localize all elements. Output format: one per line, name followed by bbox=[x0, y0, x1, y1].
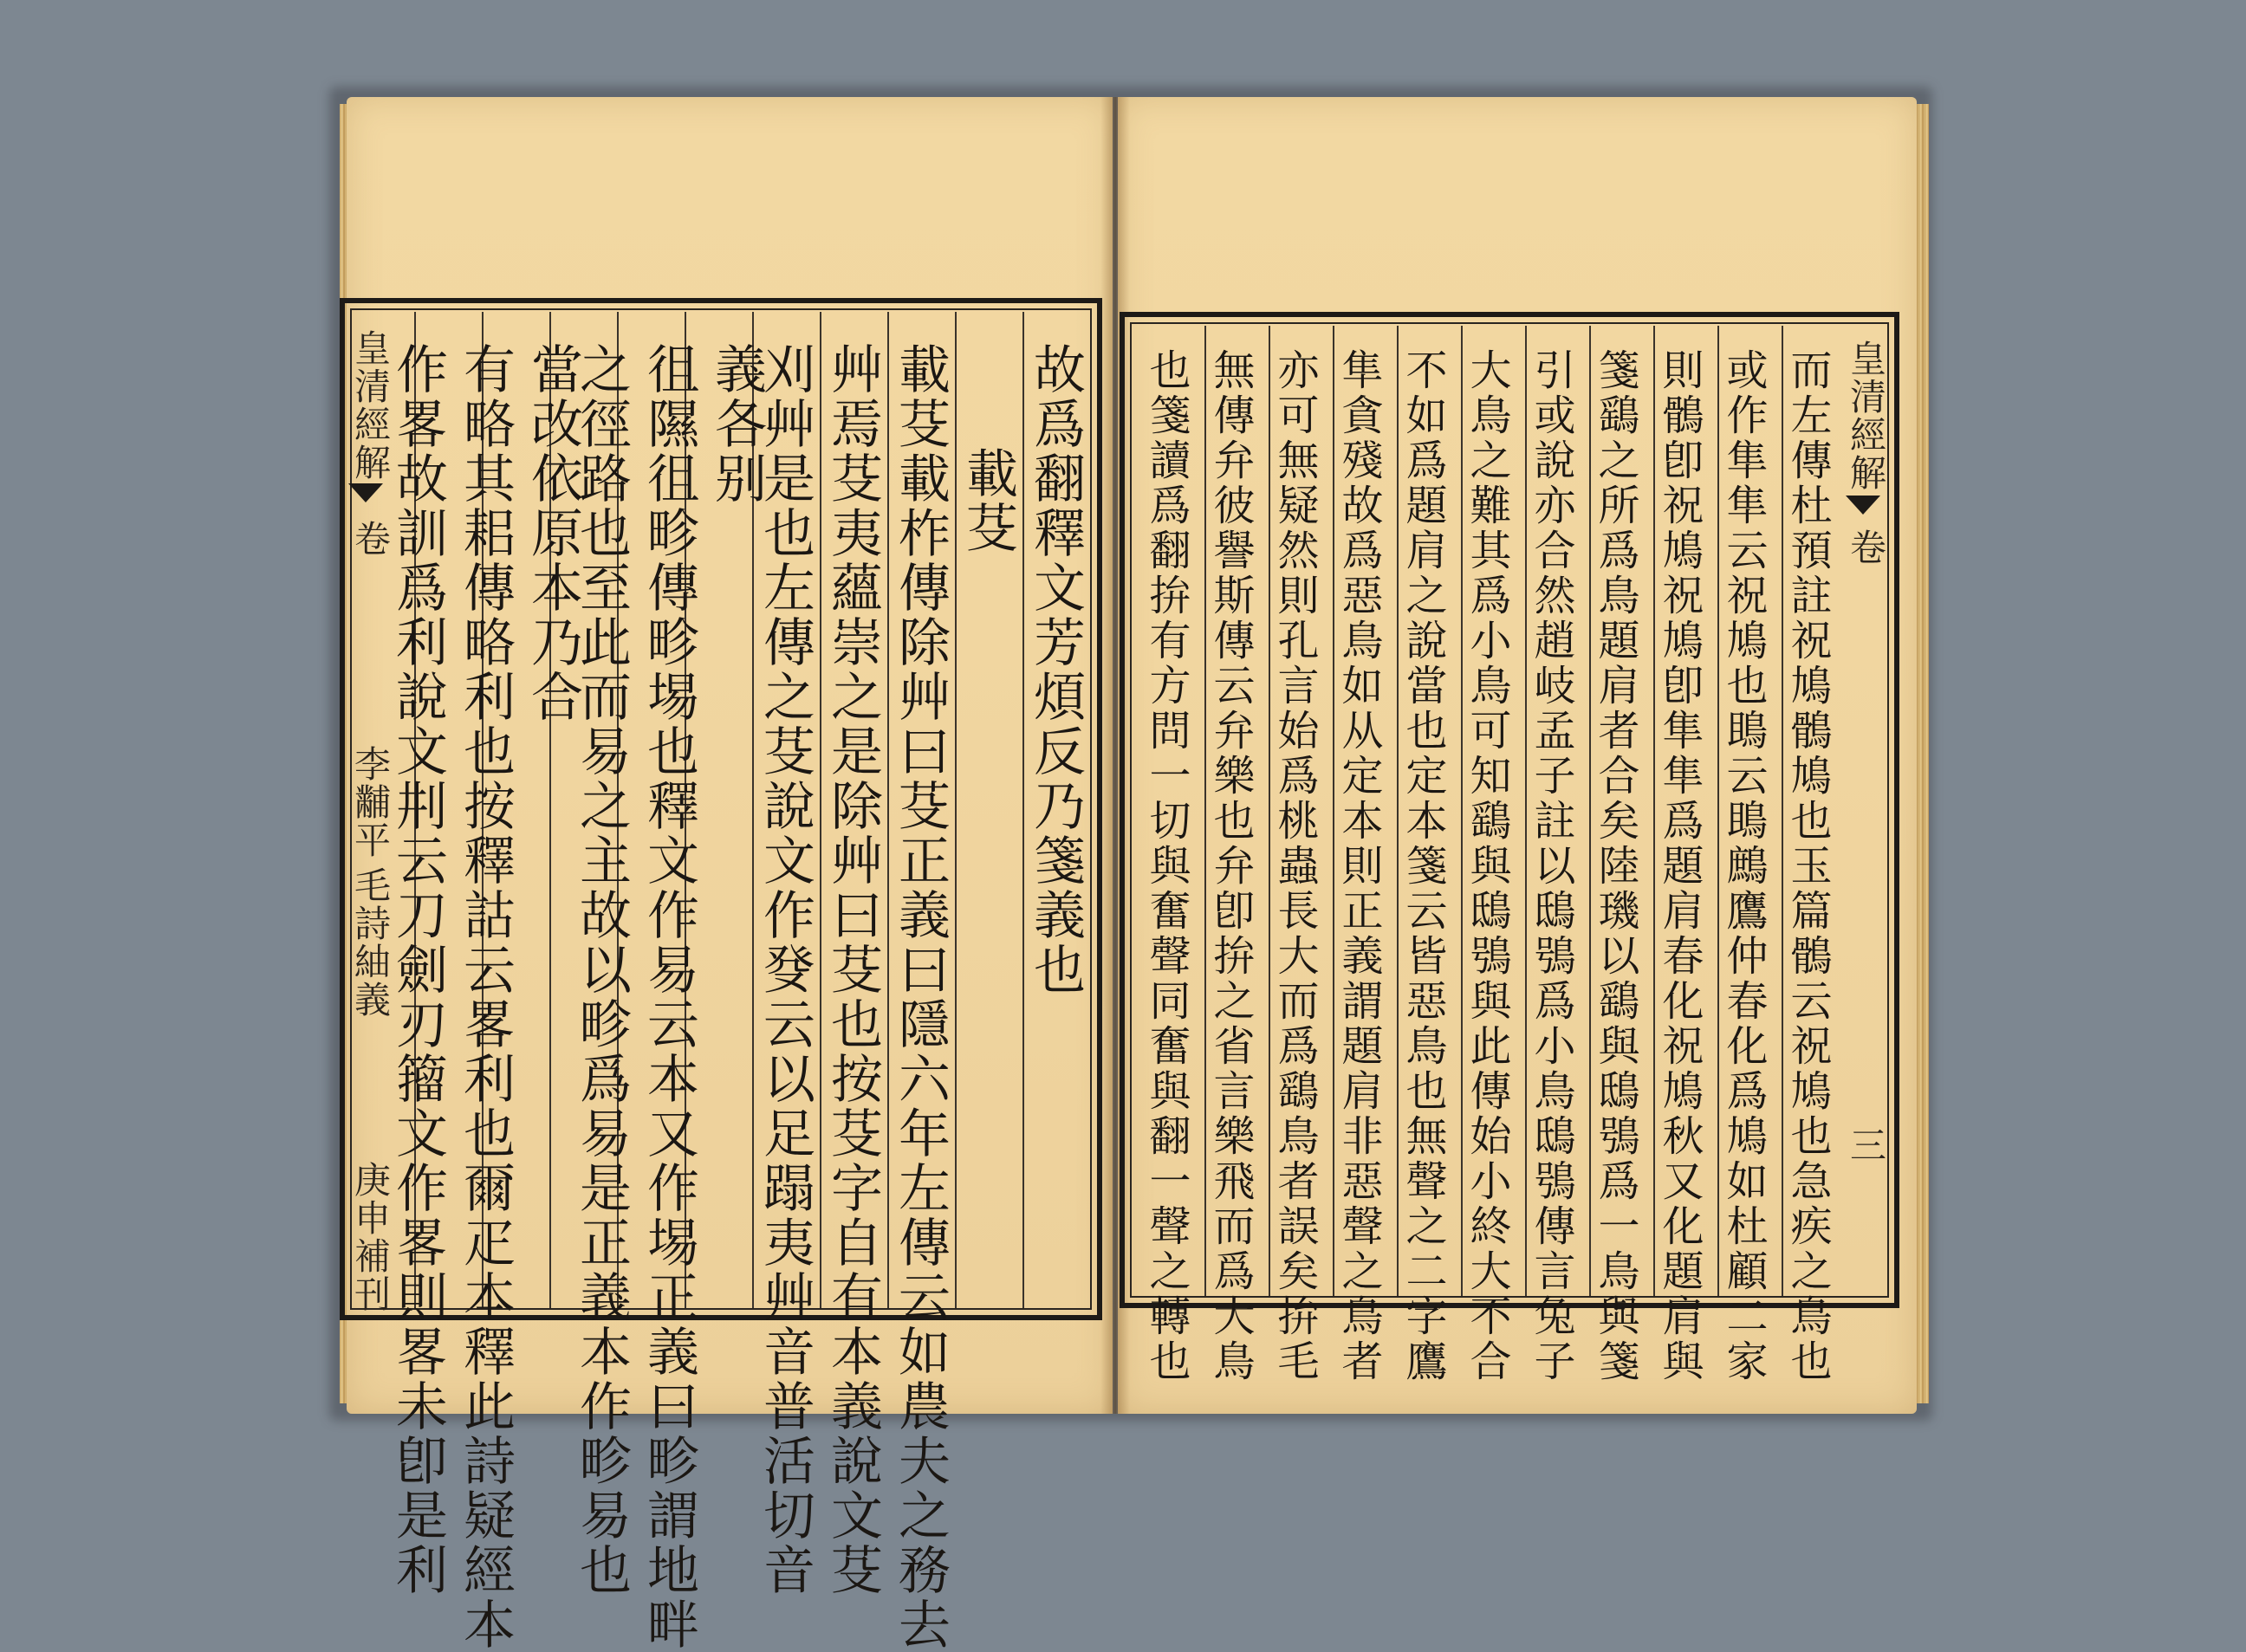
text-column: 不如爲題肩之說當也定本箋云皆惡鳥也無聲之二字鷹 bbox=[1399, 348, 1447, 1384]
banxin-title: 皇清經解 bbox=[1845, 340, 1887, 492]
text-column: 或作隼隼云祝鳩也鴡云鴡鷓鷹仲春化爲鳩如杜顧二家 bbox=[1719, 348, 1768, 1384]
text-column: 艸焉芟夷蘊崇之是除艸曰芟也按芟字自有本義說文芟 bbox=[822, 342, 883, 1597]
banxin-title: 皇清經解 bbox=[349, 329, 392, 482]
text-column: 亦可無疑然則孔言始爲桃蟲長大而爲鷂鳥者誤矣拚毛 bbox=[1270, 348, 1319, 1384]
text-column: 義各别 bbox=[706, 342, 767, 506]
column-rule bbox=[820, 312, 821, 1308]
banxin-author: 李黼平 bbox=[349, 745, 392, 859]
text-column: 大鳥之難其爲小鳥可知鷂與鴟鴞與此傳始小終大不合 bbox=[1463, 348, 1511, 1384]
fish-tail-mark bbox=[1846, 496, 1880, 515]
column-rule bbox=[955, 312, 957, 1308]
text-column: 引或說亦合然趙岐孟子註以鴟鴞爲小鳥鴟鴞傳言兔子 bbox=[1527, 348, 1575, 1384]
text-column: 作畧故訓爲利說文㓝云刀劍刃籀文作畧則畧未卽是利 bbox=[387, 342, 448, 1597]
text-column: 載芟載柞傳除艸曰芟正義曰隱六年左傳云如農夫之務去 bbox=[890, 342, 951, 1652]
text-column: 當改依原本乃合 bbox=[523, 342, 583, 724]
banxin-juan: 卷 bbox=[349, 520, 392, 558]
fish-tail-mark bbox=[348, 483, 383, 502]
banxin-work: 毛詩紬義 bbox=[349, 866, 392, 1019]
column-rule bbox=[887, 312, 889, 1308]
text-column: 箋鷂之所爲鳥題肩者合矣陸璣以鷂與鴟鴞爲一鳥與箋 bbox=[1591, 348, 1639, 1384]
text-column: 有略其耜傳略利也按釋詁云畧利也爾疋本釋此詩疑經本 bbox=[455, 342, 516, 1652]
banxin-folio: 三 bbox=[1845, 1126, 1887, 1164]
text-column: 刈艸是也左傳之芟說文作癹云以足蹋夷艸音普活切音 bbox=[755, 342, 815, 1597]
section-heading: 載芟 bbox=[957, 446, 1018, 555]
text-column: 也箋讀爲翻拚有方問一切與奮聲同奮與翻一聲之轉也 bbox=[1142, 348, 1191, 1384]
text-column: 之徑路也至此而易之主故以畛爲易是正義本作畛易也 bbox=[571, 342, 632, 1597]
banxin-juan: 卷 bbox=[1845, 528, 1887, 567]
text-column: 故爲翻釋文芳煩反乃箋義也 bbox=[1025, 342, 1086, 997]
text-column: 徂隰徂畛傳畛埸也釋文作易云本又作埸正義曰畛謂地畔 bbox=[639, 342, 699, 1652]
banxin-edition: 庚申補刊 bbox=[349, 1161, 392, 1313]
text-column: 隼貪殘故爲惡鳥如从定本則正義謂題肩非惡聲之鳥者 bbox=[1334, 348, 1383, 1384]
column-rule bbox=[1022, 312, 1024, 1308]
text-column: 則鶻卽祝鳩祝鳩卽隼隼爲題肩春化祝鳩秋又化題肩與 bbox=[1655, 348, 1704, 1384]
text-column: 無傳弁彼譽斯傳云弁樂也弁卽拚之省言樂飛而爲大鳥 bbox=[1206, 348, 1255, 1384]
text-column: 而左傳杜預註祝鳩鶻鳩也玉篇鶻云祝鳩也急疾之鳥也 bbox=[1783, 348, 1832, 1384]
